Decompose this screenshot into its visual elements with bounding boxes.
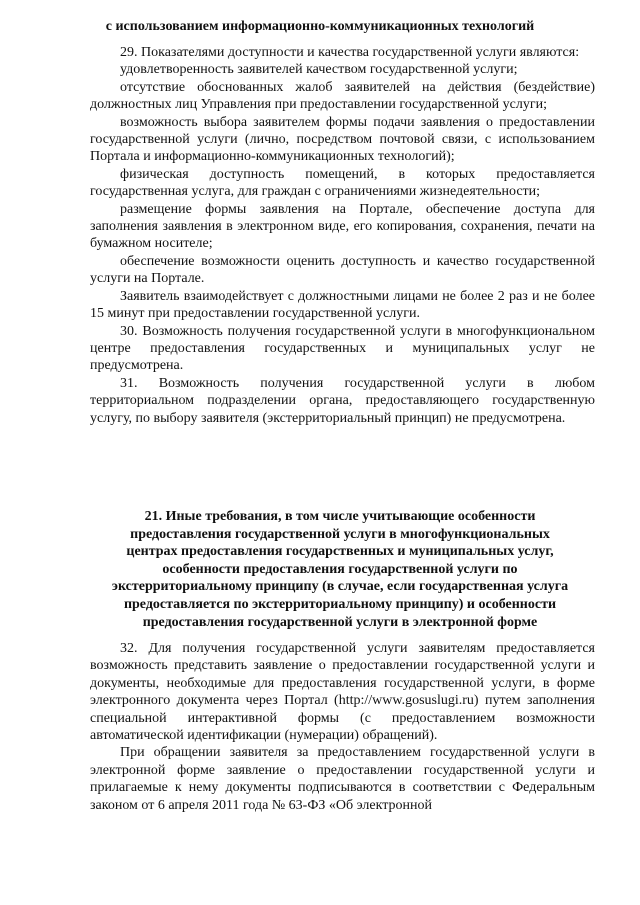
paragraph-31: 31. Возможность получения государственной услуги в любом территориальном подразделении органа, предоставляющего государственную услугу, по выбору заявителя (экстерриториальный принцип) не предусмотрена. [90, 375, 595, 426]
section-21-heading: 21. Иные требования, в том числе учитывающие особенности предоставления государственной услуги в многофункциональных центрах предоставления государственных и муниципальных услуг, особенности предоставления государственной услуги по экстерриториальному принципу (в случае, если государственная услуга предоставляется по экстерриториальному принципу) и особенности предоставления государственной услуги в электронной форме [111, 509, 569, 630]
list-item: физическая доступность помещений, в которых предоставляется государственная услуга, для граждан с ограничениями жизнедеятельности; [90, 166, 595, 200]
signature-paragraph: При обращении заявителя за предоставлением государственной услуги в электронной форме заявление о предоставлении государственной услуги и прилагаемые к нему документы подписываются в соответствии с Федеральным законом от 6 апреля 2011 года № 63-ФЗ «Об электронной [90, 745, 595, 813]
list-item: возможность выбора заявителем формы подачи заявления о предоставлении государственной услуги (лично, посредством почтовой связи, с использованием Портала и информационно-коммуникационных технологий); [90, 114, 595, 165]
indicators-section [90, 44, 595, 427]
paragraph-32: 32. Для получения государственной услуги заявителям предоставляется возможность представить заявление о предоставлении государственной услуги и документы, необходимые для предоставления государственной услуги, в форме электронного документа через Портал (http://www.gosuslugi.ru) путем заполнения специальной интерактивной формы (с предоставлением возможности автоматической идентификации (нумерации) обращений). [90, 641, 595, 744]
electronic-form-section [90, 640, 595, 814]
list-item: обеспечение возможности оценить доступность и качество государственной услуги на Портале. [90, 253, 595, 287]
list-item: размещение формы заявления на Портале, обеспечение доступа для заполнения заявления в электронном виде, его копирования, сохранения, печати на бумажном носителе; [90, 201, 595, 252]
interaction-paragraph: Заявитель взаимодействует с должностными лицами не более 2 раз и не более 15 минут при предоставлении государственной услуги. [90, 288, 595, 322]
list-item: отсутствие обоснованных жалоб заявителей на действия (бездействие) должностных лиц Управления при предоставлении государственной услуги; [90, 79, 595, 113]
continued-heading: с использованием информационно-коммуникационных технологий [105, 19, 535, 34]
paragraph-29: 29. Показателями доступности и качества государственной услуги являются: [120, 45, 580, 60]
paragraph-30: 30. Возможность получения государственной услуги в многофункциональном центре предоставления государственных и муниципальных услуг не предусмотрена. [90, 323, 595, 374]
list-item: удовлетворенность заявителей качеством государственной услуги; [120, 62, 518, 78]
